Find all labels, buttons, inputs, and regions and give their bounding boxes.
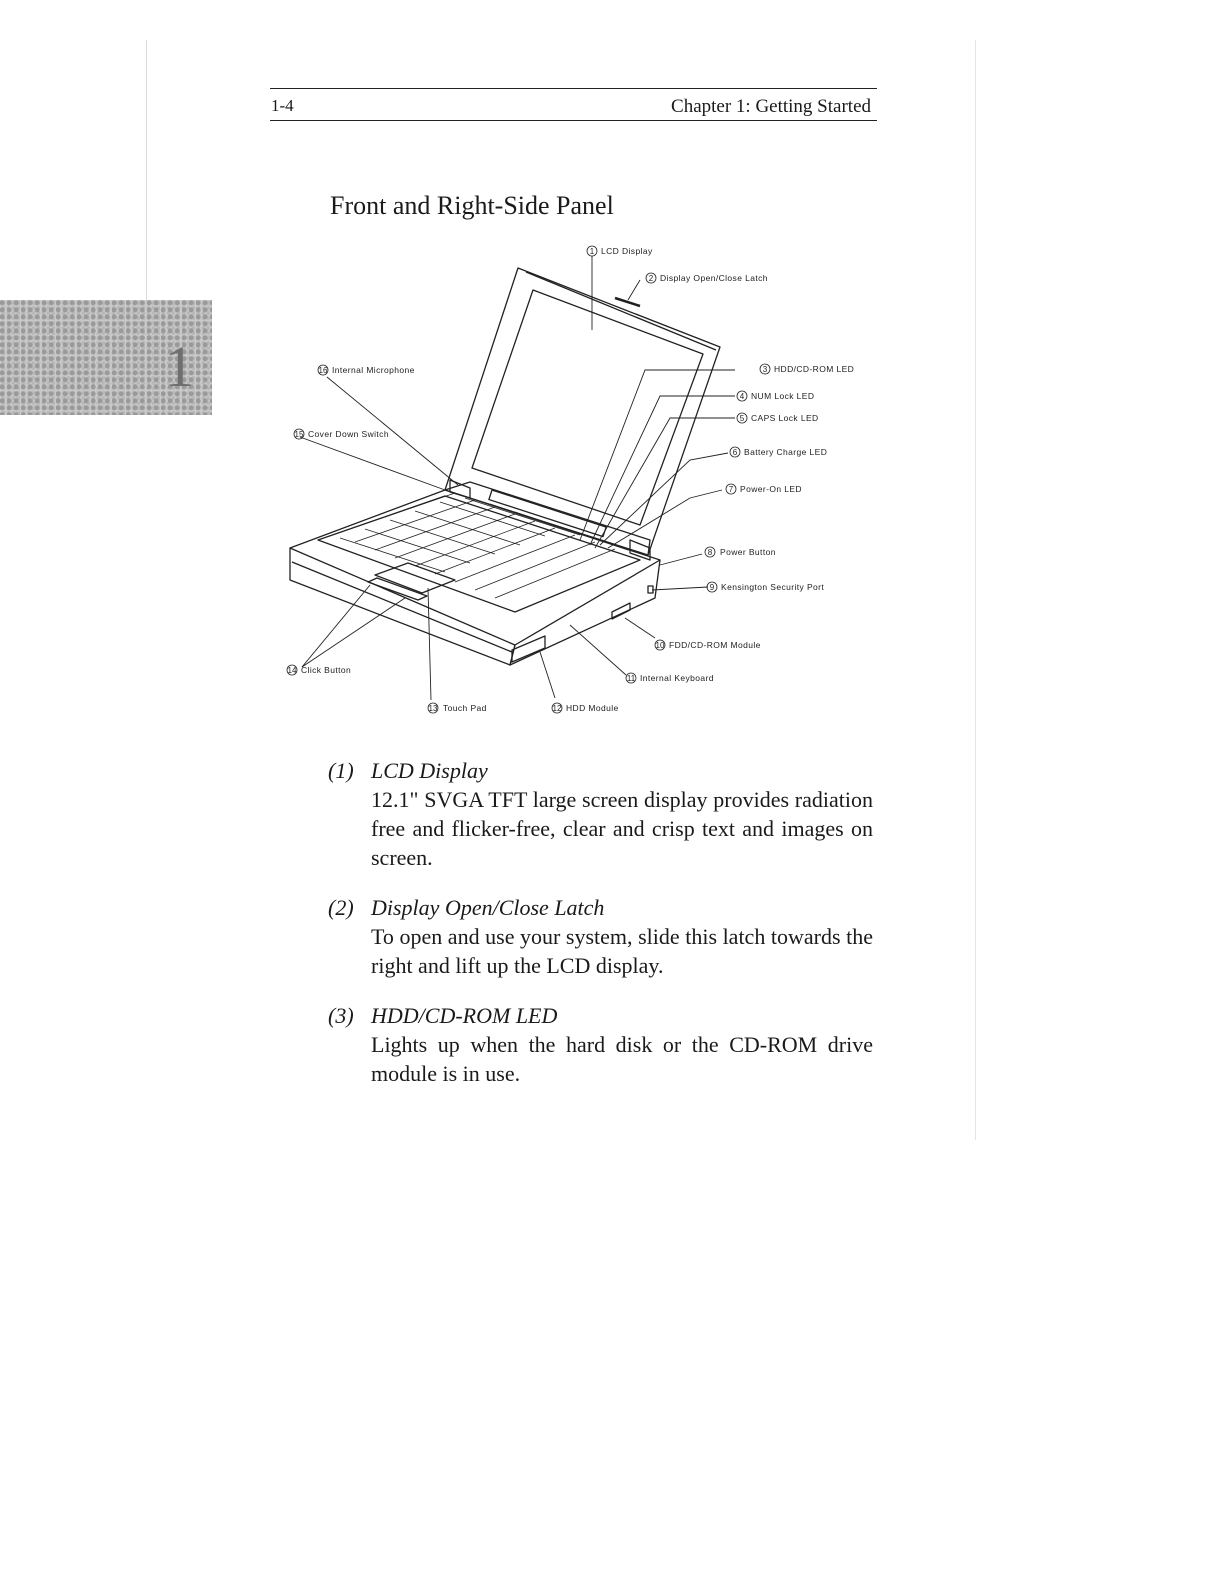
svg-text:Touch Pad: Touch Pad xyxy=(443,703,487,713)
callout-15 xyxy=(294,429,389,439)
svg-text:Cover Down Switch: Cover Down Switch xyxy=(308,429,389,439)
keyboard-area xyxy=(318,496,640,612)
item-term: HDD/CD-ROM LED xyxy=(371,1003,558,1028)
svg-text:16: 16 xyxy=(318,366,328,375)
callout-14 xyxy=(287,665,351,675)
callout-3 xyxy=(760,364,854,374)
svg-text:7: 7 xyxy=(728,485,734,494)
svg-text:Internal Keyboard: Internal Keyboard xyxy=(640,673,714,683)
thumb-tab-number: 1 xyxy=(165,334,194,399)
callout-7 xyxy=(726,484,802,494)
item-description: To open and use your system, slide this latch towards the right and lift up the LCD display. xyxy=(371,924,873,978)
item-number: (1) xyxy=(328,758,354,783)
base-side xyxy=(510,560,660,665)
callout-12 xyxy=(552,703,619,713)
svg-text:Display Open/Close Latch: Display Open/Close Latch xyxy=(660,273,768,283)
callout-13 xyxy=(428,703,487,713)
callout-8 xyxy=(705,547,776,557)
callout-5 xyxy=(737,413,819,423)
laptop-illustration xyxy=(0,0,1221,760)
item-term: LCD Display xyxy=(371,758,488,783)
lcd-lid-outline xyxy=(445,268,720,555)
page-number: 1-4 xyxy=(271,96,294,115)
svg-text:13: 13 xyxy=(428,704,438,713)
keyboard-keys xyxy=(335,493,628,598)
svg-text:NUM Lock LED: NUM Lock LED xyxy=(751,391,815,401)
leader-lines xyxy=(300,256,735,700)
svg-text:3: 3 xyxy=(762,365,768,374)
callout-9 xyxy=(707,582,824,592)
display-latch xyxy=(615,298,640,306)
svg-text:1: 1 xyxy=(589,247,595,256)
svg-text:2: 2 xyxy=(648,274,654,283)
svg-text:CAPS Lock LED: CAPS Lock LED xyxy=(751,413,819,423)
section-title: Front and Right-Side Panel xyxy=(330,191,614,220)
svg-text:Internal Microphone: Internal Microphone xyxy=(332,365,415,375)
callout-6 xyxy=(730,447,827,457)
svg-text:Kensington Security Port: Kensington Security Port xyxy=(721,582,825,592)
svg-text:FDD/CD-ROM Module: FDD/CD-ROM Module xyxy=(669,640,761,650)
svg-text:9: 9 xyxy=(709,583,715,592)
svg-text:8: 8 xyxy=(707,548,713,557)
item-description: 12.1" SVGA TFT large screen display provides radiation free and flicker-free, clear and crisp text and images on screen. xyxy=(371,787,873,870)
item-description: Lights up when the hard disk or the CD-ROM drive module is in use. xyxy=(371,1032,873,1086)
svg-text:Click Button: Click Button xyxy=(301,665,352,675)
item-number: (3) xyxy=(328,1003,354,1028)
svg-text:HDD/CD-ROM LED: HDD/CD-ROM LED xyxy=(774,364,855,374)
svg-text:LCD Display: LCD Display xyxy=(601,246,653,256)
chapter-title: Chapter 1: Getting Started xyxy=(671,96,871,117)
callouts xyxy=(287,246,854,713)
item-number: (2) xyxy=(328,895,354,920)
svg-text:15: 15 xyxy=(294,430,304,439)
callout-2 xyxy=(646,273,768,283)
svg-text:6: 6 xyxy=(732,448,738,457)
callout-16 xyxy=(318,365,415,375)
svg-text:Battery Charge LED: Battery Charge LED xyxy=(744,447,828,457)
callout-10 xyxy=(655,640,761,650)
lcd-screen xyxy=(472,290,703,525)
svg-text:HDD Module: HDD Module xyxy=(566,703,619,713)
item-term: Display Open/Close Latch xyxy=(371,895,605,920)
callout-1 xyxy=(587,246,653,256)
svg-text:14: 14 xyxy=(287,666,297,675)
svg-text:5: 5 xyxy=(739,414,745,423)
svg-text:Power-On LED: Power-On LED xyxy=(740,484,802,494)
svg-text:4: 4 xyxy=(739,392,745,401)
callout-4 xyxy=(737,391,814,401)
svg-text:11: 11 xyxy=(626,674,636,683)
svg-text:Power Button: Power Button xyxy=(720,547,776,557)
svg-text:12: 12 xyxy=(552,704,562,713)
callout-11 xyxy=(626,673,714,683)
svg-text:10: 10 xyxy=(655,641,665,650)
